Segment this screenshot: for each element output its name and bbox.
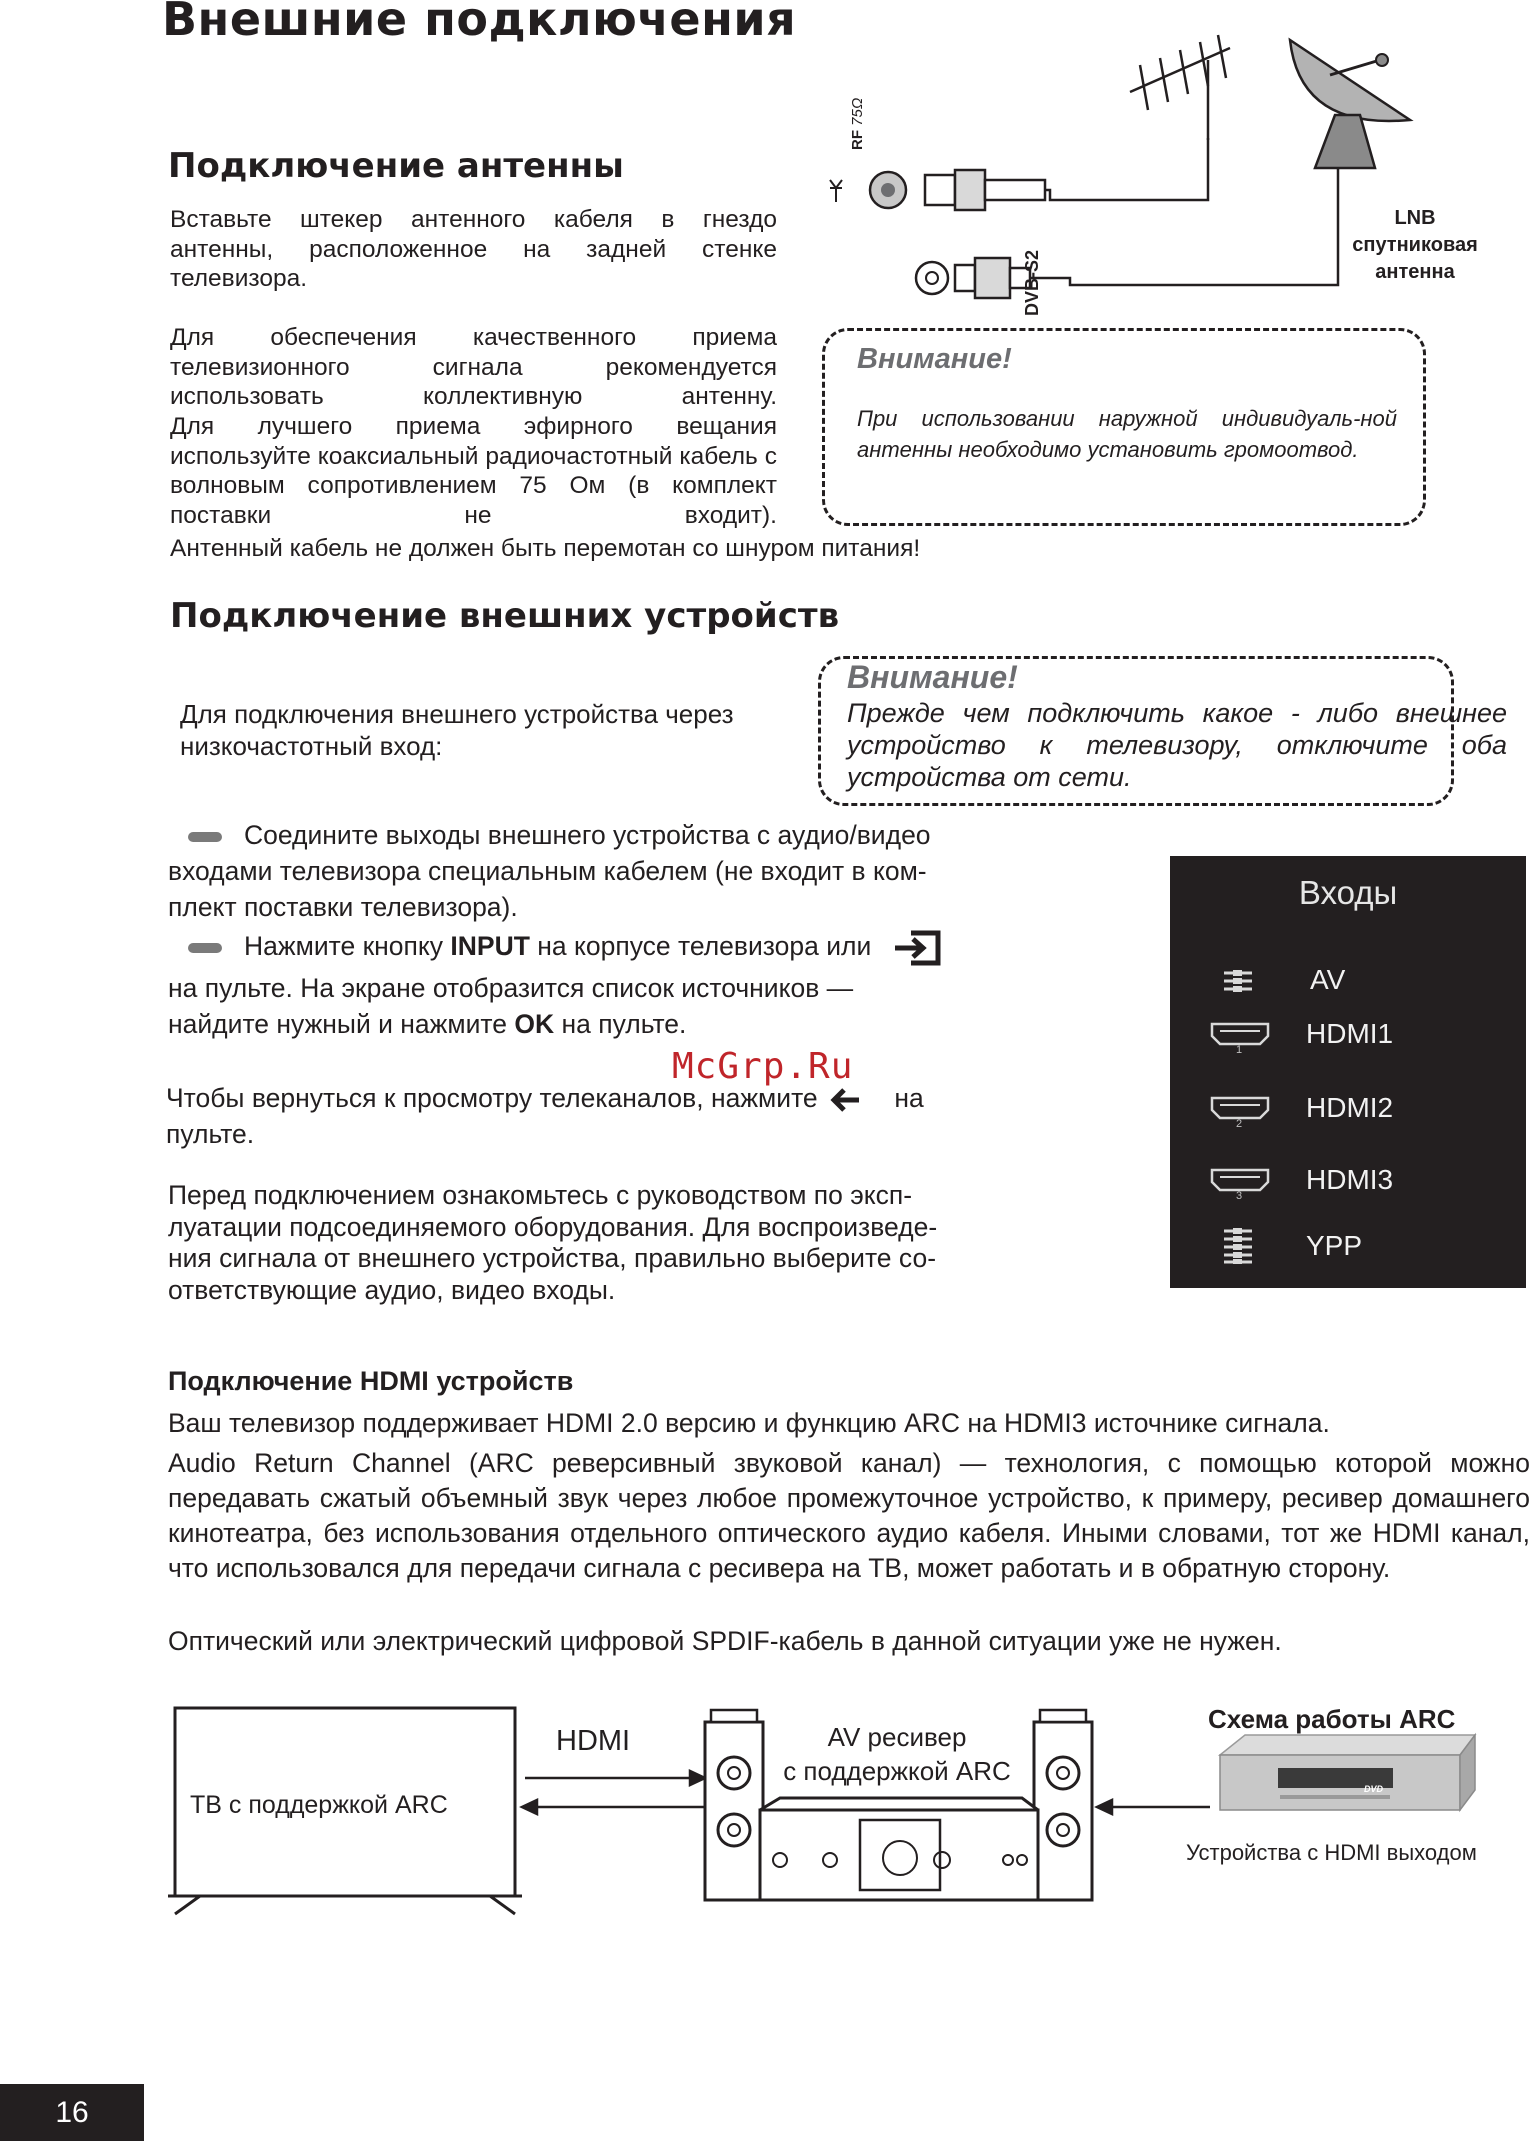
- back-instruction: [166, 1080, 1066, 1152]
- external-note-title: Внимание!: [847, 659, 1018, 695]
- antenna-para-2b: Для лучшего приема эфирного вещания используйте коаксиальный радиочастотный кабель с волновым сопротивлением 75 Ом (в комплект поставки не входит).: [170, 413, 777, 529]
- manual-line-1: Перед подключением ознакомьтесь с руководством по эксп-: [168, 1180, 913, 1210]
- antenna-warning-note: [822, 328, 1426, 526]
- input-source-icon: [891, 930, 943, 966]
- ok-key-label: OK: [514, 1009, 555, 1039]
- watermark: McGrp.Ru: [672, 1046, 854, 1087]
- menu-item-hdmi3[interactable]: [1170, 1162, 1526, 1202]
- manual-line-2: луатации подсоединяемого оборудования. Для воспроизведе-: [168, 1211, 938, 1242]
- external-intro: Для подключения внешнего устройства через низкочастотный вход:: [180, 699, 734, 761]
- back-line-2: пульте.: [166, 1119, 255, 1149]
- step-2-pre: Нажмите кнопку: [244, 931, 451, 961]
- menu-item-hdmi1[interactable]: [1170, 1016, 1526, 1056]
- back-pre: Чтобы вернуться к просмотру телеканалов, нажмите: [166, 1083, 818, 1113]
- dvb-s2-label: DVB-S2: [1022, 249, 1042, 316]
- manual-paragraph: [168, 1180, 1068, 1306]
- antenna-note-body: При использовании наружной индивидуаль-ной антенны необходимо установить громоотвод.: [857, 406, 1397, 462]
- menu-label-hdmi1: HDMI1: [1306, 1018, 1394, 1049]
- component-connector-icon: [1222, 1228, 1254, 1264]
- back-post: на: [894, 1083, 924, 1113]
- dvd-player-icon: [1220, 1735, 1475, 1810]
- rf-ohm-label: 75Ω: [849, 97, 866, 126]
- lnb-label-line-1: LNB: [1394, 207, 1436, 229]
- page-number: 16: [0, 2084, 144, 2141]
- menu-label-av: AV: [1310, 964, 1346, 995]
- step-1-line-1: Соедините выходы внешнего устройства с аудио/видео: [244, 820, 931, 850]
- bullet-icon: [188, 943, 222, 953]
- hdmi-arrow-icon: [522, 1771, 705, 1814]
- hdmi-heading: Подключение HDMI устройств: [168, 1366, 574, 1396]
- step-1: [168, 817, 1068, 925]
- input-key-label: INPUT: [450, 931, 530, 961]
- hdmi3-port-number: 3: [1236, 1190, 1243, 1202]
- source-arrow-icon: [1097, 1800, 1210, 1814]
- antenna-para-1: Вставьте штекер антенного кабеля в гнездо антенны, расположенное на задней стенке телевизора.: [170, 206, 777, 292]
- tv-label: ТВ с поддержкой ARC: [190, 1791, 448, 1819]
- step-2-line-3-pre: найдите нужный и нажмите: [168, 1009, 515, 1039]
- step-1-line-3: плект поставки телевизора).: [168, 892, 518, 922]
- step-2: [168, 928, 1068, 1042]
- antenna-cable-warning: Антенный кабель не должен быть перемотан со шнуром питания!: [170, 535, 921, 562]
- step-2-post: на корпусе телевизора или: [529, 931, 872, 961]
- receiver-label-line-2: с поддержкой ARC: [783, 1756, 1011, 1786]
- manual-line-3: ния сигнала от внешнего устройства, правильно выберите со-: [168, 1243, 937, 1273]
- menu-label-hdmi2: HDMI2: [1306, 1092, 1394, 1123]
- back-arrow-icon: [829, 1087, 863, 1113]
- external-heading: Подключение внешних устройств: [170, 596, 840, 636]
- antenna-para-2a: Для обеспечения качественного приема телевизионного сигнала рекомендуется использовать коллективную антенну.: [170, 324, 777, 410]
- dvb-plug-icon: [955, 258, 1030, 298]
- menu-item-av[interactable]: [1170, 962, 1526, 1002]
- inputs-menu: [1170, 856, 1526, 1288]
- manual-line-4: ответствующие аудио, видео входы.: [168, 1274, 616, 1305]
- menu-label-ypp: YPP: [1306, 1230, 1363, 1261]
- terrestrial-antenna-icon: [1130, 35, 1230, 140]
- arc-scheme-title: Схема работы ARC: [1208, 1704, 1456, 1734]
- antenna-heading: Подключение антенны: [168, 146, 624, 186]
- hdmi-cable-label: HDMI: [556, 1725, 631, 1757]
- hdmi-para-2: Audio Return Channel (ARC реверсивный звуковой канал) — технология, с помощью которой можно передавать сжатый объемный звук через любое промежуточное устройство, к примеру, ресивер домашнего кинотеатра, без использования отдельного оптического аудио кабеля. Иными словами, тот же HDMI канал, что использовался для передачи сигнала с ресивера на ТВ, может работать и в обратную сторону.: [168, 1448, 1530, 1583]
- receiver-label-line-1: AV ресивер: [827, 1722, 967, 1752]
- av-connector-icon: [1222, 970, 1254, 992]
- receiver-label: [760, 1720, 1034, 1788]
- rf-plug-icon: [925, 170, 1045, 210]
- lnb-label-line-2: спутниковая: [1352, 234, 1478, 256]
- page-title: Внешние подключения: [162, 0, 797, 46]
- menu-label-hdmi3: HDMI3: [1306, 1164, 1394, 1195]
- satellite-dish-icon: [1290, 40, 1410, 168]
- hdmi-para-1: Ваш телевизор поддерживает HDMI 2.0 версию и функцию ARC на HDMI3 источнике сигнала.: [168, 1408, 1330, 1438]
- menu-item-ypp[interactable]: [1170, 1228, 1526, 1268]
- speaker-right-icon: [1034, 1710, 1092, 1900]
- av-receiver-icon: [760, 1798, 1038, 1900]
- inputs-menu-title: Входы: [1298, 874, 1398, 911]
- step-2-line-2: на пульте. На экране отобразится список источников —: [168, 973, 854, 1003]
- external-warning-note: [818, 656, 1507, 806]
- antenna-note-title: Внимание!: [857, 343, 1012, 375]
- step-2-line-3-post: на пульте.: [554, 1009, 687, 1039]
- rf-label-wrap: [849, 98, 866, 150]
- dvd-logo: DVD: [1364, 1784, 1384, 1794]
- bullet-icon: [188, 832, 222, 842]
- speaker-left-icon: [705, 1710, 763, 1900]
- hdmi1-port-number: 1: [1236, 1044, 1243, 1056]
- menu-item-hdmi2[interactable]: [1170, 1090, 1526, 1130]
- rf-socket-icon: [830, 172, 906, 208]
- step-1-line-2: входами телевизора специальным кабелем (не входит в ком-: [168, 856, 927, 886]
- rf-label: RF: [849, 130, 866, 150]
- hdmi2-port-number: 2: [1236, 1118, 1243, 1130]
- hdmi-para-3: Оптический или электрический цифровой SPDIF-кабель в данной ситуации уже не нужен.: [168, 1626, 1282, 1656]
- hdmi-source-label: Устройства с HDMI выходом: [1186, 1840, 1477, 1865]
- external-note-body: Прежде чем подключить какое - либо внешнее устройство к телевизору, отключите оба устройства от сети.: [847, 698, 1507, 792]
- lnb-label: [1330, 205, 1500, 286]
- dvb-socket-icon: [916, 262, 948, 294]
- lnb-label-line-3: антенна: [1375, 261, 1455, 283]
